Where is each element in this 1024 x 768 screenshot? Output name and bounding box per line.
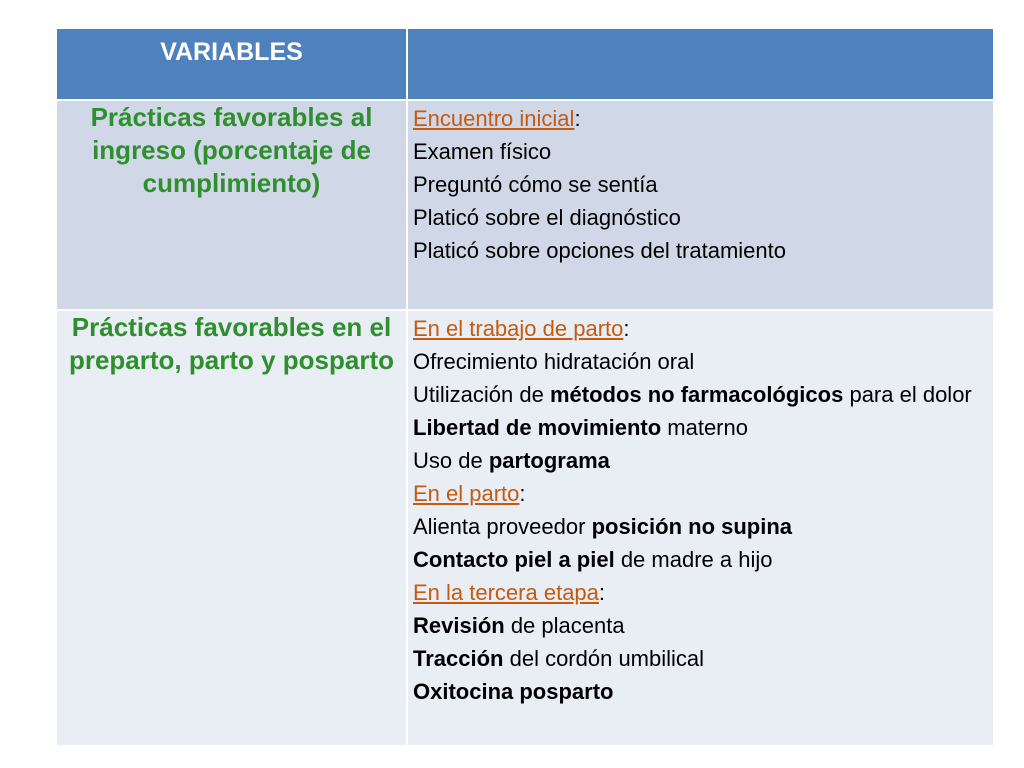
text-run: Uso de xyxy=(413,448,489,473)
row-title-parto: Prácticas favorables en el preparto, parto y posparto xyxy=(57,311,406,745)
list-item xyxy=(413,510,975,543)
section-link-en-la-tercera-etapa[interactable]: En la tercera etapa xyxy=(413,580,599,605)
text-run: materno xyxy=(661,415,748,440)
text-run: Ofrecimiento hidratación oral xyxy=(413,349,695,374)
bold-text: Tracción xyxy=(413,646,504,671)
row-title-ingreso: Prácticas favorables al ingreso (porcentaje de cumplimiento) xyxy=(57,101,406,309)
list-item xyxy=(413,543,975,576)
row-content-parto xyxy=(408,311,993,745)
list-item xyxy=(413,378,975,411)
bold-text: partograma xyxy=(488,448,610,473)
header-cell-variables: VARIABLES xyxy=(57,29,406,99)
section-heading: En el trabajo de parto: xyxy=(413,316,630,341)
text-run: del cordón umbilical xyxy=(503,646,705,671)
section-link-en-el-trabajo-de-parto[interactable]: En el trabajo de parto xyxy=(413,316,624,341)
list-item xyxy=(413,675,975,708)
text-run: de placenta xyxy=(504,613,625,638)
row-content-ingreso xyxy=(408,101,993,309)
list-item xyxy=(413,411,975,444)
text-run: Alienta proveedor xyxy=(413,514,592,539)
bold-text: Revisión xyxy=(413,613,505,638)
section-heading: En la tercera etapa: xyxy=(413,580,606,605)
list-item: Platicó sobre opciones del tratamiento xyxy=(413,238,786,263)
list-item xyxy=(413,345,975,378)
section-link-encuentro-inicial[interactable]: Encuentro inicial xyxy=(413,106,575,131)
bold-text: posición no supina xyxy=(591,514,793,539)
bold-text: Contacto piel a piel xyxy=(413,547,615,572)
text-run: Utilización de xyxy=(413,382,550,407)
list-item: Platicó sobre el diagnóstico xyxy=(413,205,681,230)
list-item xyxy=(413,444,975,477)
bold-text: métodos no farmacológicos xyxy=(549,382,844,407)
bold-text: Oxitocina posparto xyxy=(413,679,614,704)
list-item xyxy=(413,609,975,642)
section-link-en-el-parto[interactable]: En el parto xyxy=(413,481,520,506)
header-cell-empty xyxy=(408,29,993,99)
text-run: para el dolor xyxy=(843,382,972,407)
list-item xyxy=(413,642,975,675)
variables-table xyxy=(57,29,993,745)
text-run: de madre a hijo xyxy=(614,547,773,572)
section-heading: Encuentro inicial: xyxy=(413,106,581,131)
section-heading: En el parto: xyxy=(413,481,526,506)
list-item: Examen físico xyxy=(413,139,552,164)
list-item: Preguntó cómo se sentía xyxy=(413,172,658,197)
bold-text: Libertad de movimiento xyxy=(413,415,662,440)
